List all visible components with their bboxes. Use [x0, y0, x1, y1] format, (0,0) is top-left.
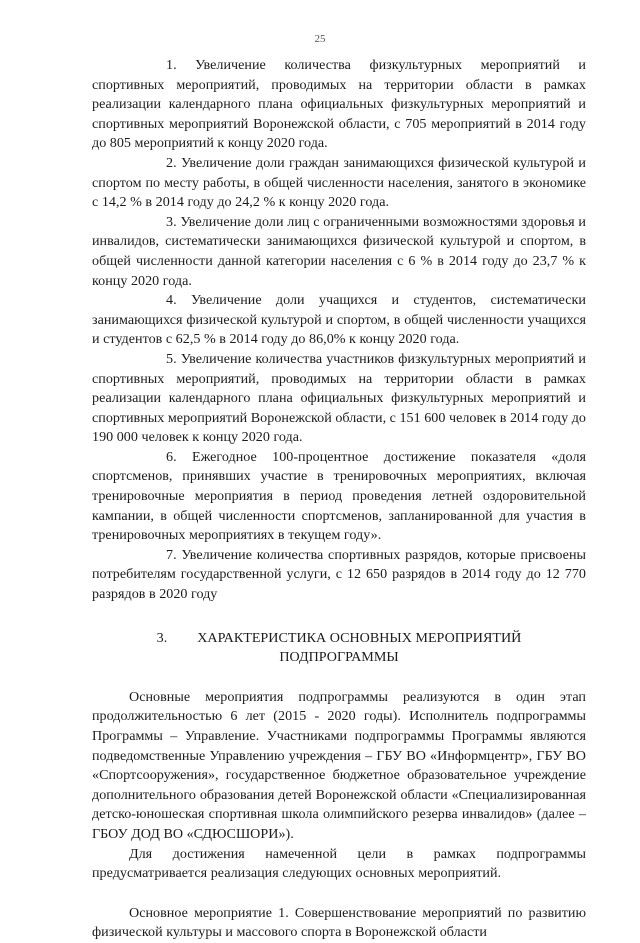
- list-item: 7. Увеличение количества спортивных разрядов, которые присвоены потребителям государственной услуги, с 12 650 разрядов в 2014 году до 12 770 разрядов в 2020 году: [92, 546, 587, 603]
- page-content: [92, 56, 586, 943]
- list-item: 5. Увеличение количества участников физкультурных мероприятий и спортивных мероприятий, проводимых на территории области в рамках реализации календарного плана официальных физкультурных мероприятий и спортивных мероприятий Воронежской области, с 151 600 человек в 2014 году до 190 000 человек к концу 2020 года.: [92, 350, 586, 446]
- list-item: 2. Увеличение доли граждан занимающихся физической культурой и спортом по месту работы, в общей численности населения, занятого в экономике с 14,2 % в 2014 году до 24,2 % к концу 2020 года.: [92, 154, 586, 211]
- list-item: 6. Ежегодное 100-процентное достижение показателя «доля спортсменов, принявших участие в тренировочных мероприятиях, включая тренировочные мероприятия в период проведения летней оздоровительной кампании, в общей численности спортсменов, запланированной для участия в тренировочных мероприятиях в текущем году».: [92, 448, 586, 544]
- section-heading: [92, 629, 586, 668]
- section-title-line2: ПОДПРОГРАММЫ: [279, 649, 399, 666]
- list-item: 1. Увеличение количества физкультурных мероприятий и спортивных мероприятий, проводимых на территории области в рамках реализации календарного плана официальных физкультурных мероприятий и спортивных мероприятий Воронежской области, с 705 мероприятий в 2014 году до 805 мероприятий к концу 2020 года.: [92, 57, 586, 152]
- body-paragraph: Основные мероприятия подпрограммы реализуются в один этап продолжительностью 6 лет (2015 - 2020 годы). Исполнитель подпрограммы Программы – Управление. Участниками подпрограммы Программы являются подведомственные Управлению учреждения – ГБУ ВО «Информцентр», ГБУ ВО «Спортсооружения», государственное бюджетное образовательное учреждение дополнительного образования детей Воронежской области «Специализированная детско-юношеская спортивная школа олимпийского резерва инвалидов» (далее – ГБОУ ДОД ВО «СДЮСШОРИ»).: [92, 688, 586, 842]
- section-title-line1: ХАРАКТЕРИСТИКА ОСНОВНЫХ МЕРОПРИЯТИЙ: [197, 629, 522, 646]
- section-number: 3.: [156, 629, 168, 646]
- page-number: 25: [314, 33, 326, 45]
- list-item: 4. Увеличение доли учащихся и студентов, систематически занимающихся физической культурой и спортом, в общей численности учащихся и студентов с 62,5 % в 2014 году до 86,0% к концу 2020 года.: [92, 292, 586, 348]
- list-item: 3. Увеличение доли лиц с ограниченными возможностями здоровья и инвалидов, систематически занимающихся физической культурой и спортом, в общей численности данной категории населения с 6 % в 2014 году до 23,7 % к концу 2020 года.: [92, 213, 586, 289]
- body-paragraph: Для достижения намеченной цели в рамках подпрограммы предусматривается реализация следующих основных мероприятий.: [92, 845, 586, 882]
- final-paragraph: Основное мероприятие 1. Совершенствование мероприятий по развитию физической культуры и массового спорта в Воронежской области: [92, 904, 586, 941]
